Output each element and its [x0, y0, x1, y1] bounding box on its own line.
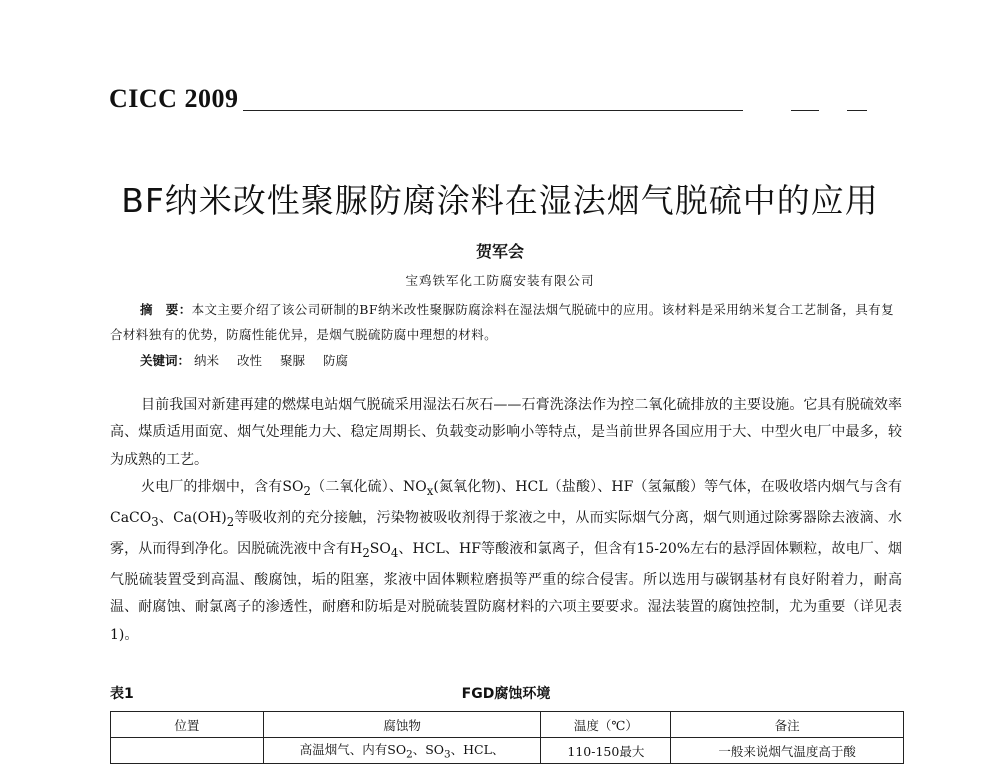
- running-header: [109, 84, 869, 124]
- author-affiliation: 宝鸡铁军化工防腐安装有限公司: [405, 273, 595, 288]
- keyword: 防腐: [323, 353, 349, 368]
- paragraph: 目前我国对新建再建的燃煤电站烟气脱硫采用湿法石灰石——石膏洗涤法作为控二氧化硫排放的主要设施。它具有脱硫效率高、煤质适用面宽、烟气处理能力大、稳定周期长、负载变动影响小等特点，是当前世界各国应用于大、中型火电厂中最多，较为成熟的工艺。: [110, 397, 902, 468]
- abstract: [110, 297, 902, 347]
- remark-cell: 一般来说烟气温度高于酸: [671, 738, 904, 764]
- keyword: 纳米: [194, 353, 220, 368]
- paragraph: 火电厂的排烟中，含有$SO_2$（二氧化硫）、$NO_x$(氮氧化物)、HCL（盐酸）、HF（氢氟酸）等气体，在吸收塔内烟气与含有CaCO$_3$、$Ca(OH)_2$等吸收剂的充分接触，污染物被吸收剂得于浆液之中，从而实际烟气分离，烟气则通过除雾器除去液滴、水雾，从而得到净化。因脱硫洗液中含有$H_2SO_4$、HCL、HF等酸液和氯离子，但含有15-20%左右的悬浮固体颗粒，故电厂、烟气脱硫装置受到高温、酸腐蚀，垢的阻塞，浆液中固体颗粒磨损等严重的综合侵害。所以选用与碳钢基材有良好附着力，耐高温、耐腐蚀、耐氯离子的渗透性，耐磨和防垢是对脱硫装置防腐材料的六项主要要求。湿法装置的腐蚀控制，尤为重要（详见表1)。: [110, 478, 903, 643]
- header-dash: [847, 110, 867, 111]
- column-header: 温度（℃）: [541, 712, 671, 738]
- corrosion-table: [110, 711, 904, 764]
- column-header: 位置: [111, 712, 264, 738]
- keywords-label: 关键词：: [140, 353, 191, 368]
- column-header: 腐蚀物: [263, 712, 541, 738]
- abstract-label: 摘 要：: [140, 302, 192, 317]
- paper-title: BF纳米改性聚脲防腐涂料在湿法烟气脱硫中的应用: [121, 181, 879, 220]
- body-text: [110, 392, 902, 649]
- keyword: 改性: [237, 353, 263, 368]
- table-header-row: [111, 712, 904, 738]
- header-rule: [243, 110, 743, 111]
- table-title: FGD腐蚀环境: [461, 686, 551, 702]
- temperature-cell: 110-150最大: [541, 738, 671, 764]
- conference-tag: CICC 2009: [109, 84, 239, 113]
- table-caption: [110, 683, 902, 705]
- abstract-text: 本文主要介绍了该公司研制的BF纳米改性聚脲防腐涂料在湿法烟气脱硫中的应用。该材料是采用纳米复合工艺制备，具有复合材料独有的优势，防腐性能优异，是烟气脱硫防腐中理想的材料。: [110, 302, 894, 342]
- column-header: 备注: [671, 712, 904, 738]
- table-number: 表1: [110, 686, 134, 702]
- header-dash: [791, 110, 819, 111]
- keywords: [140, 351, 362, 369]
- corrosive-cell: 高温烟气、内有$SO_2$、$SO_3$、HCL、: [263, 738, 541, 764]
- keyword: 聚脲: [280, 353, 306, 368]
- author-name: 贺军会: [475, 242, 524, 261]
